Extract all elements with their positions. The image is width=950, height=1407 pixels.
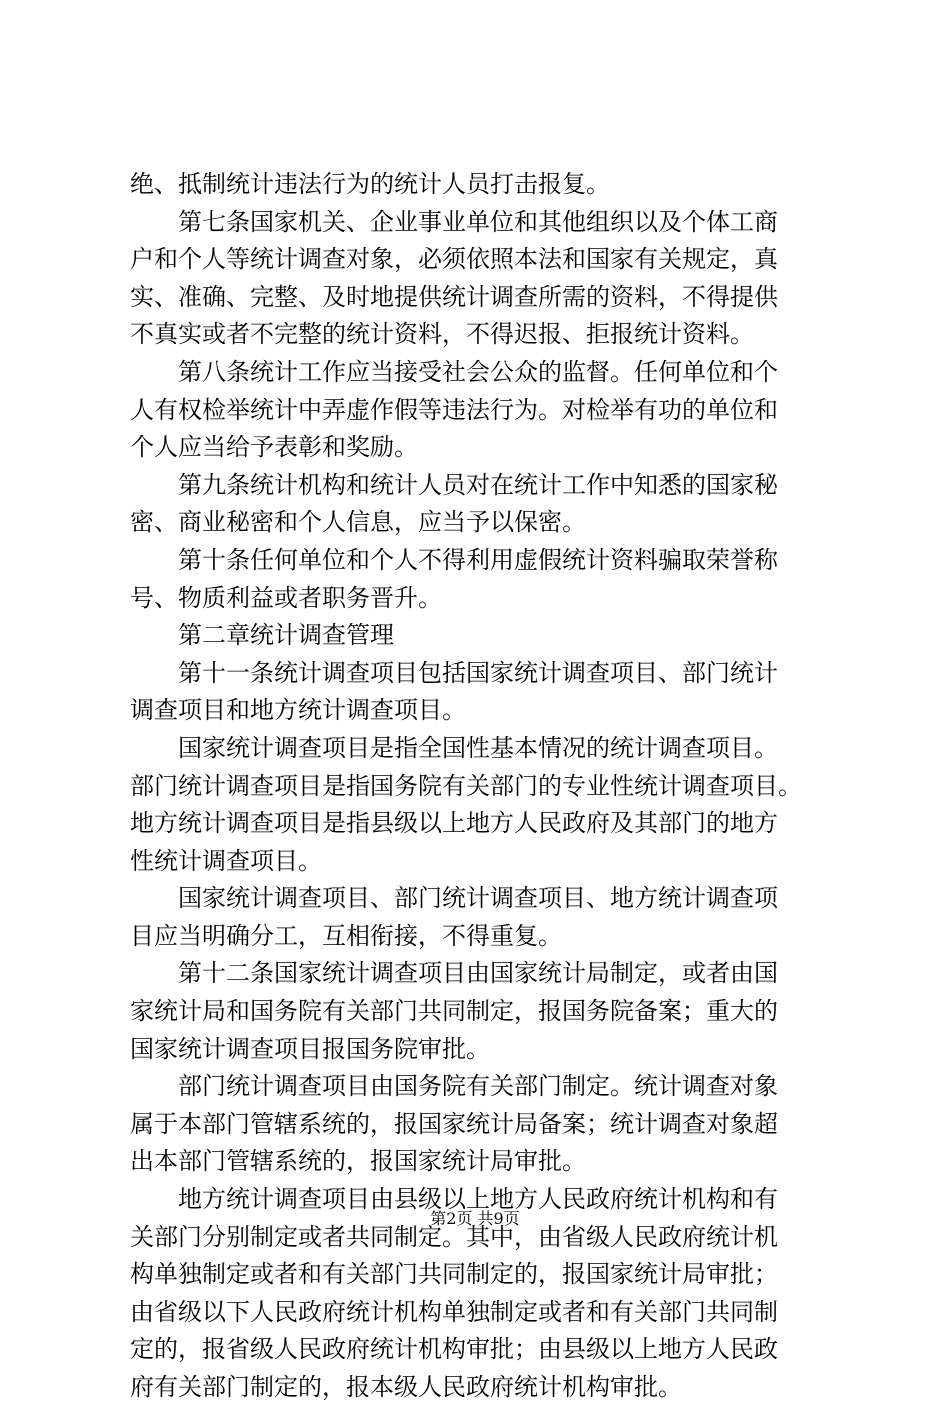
text-line: 第九条统计机构和统计人员对在统计工作中知悉的国家秘 xyxy=(178,470,778,499)
text-line: 第十二条国家统计调查项目由国家统计局制定，或者由国 xyxy=(178,959,778,988)
text-line: 地方统计调查项目是指县级以上地方人民政府及其部门的地方 xyxy=(130,809,778,838)
text-line: 部门统计调查项目是指国务院有关部门的专业性统计调查项目。 xyxy=(130,771,802,800)
text-line: 实、准确、完整、及时地提供统计调查所需的资料，不得提供 xyxy=(130,282,778,311)
page-footer: 第2页 共9页 xyxy=(430,1209,520,1228)
text-line: 个人应当给予表彰和奖励。 xyxy=(130,433,418,462)
text-line: 国家统计调查项目、部门统计调查项目、地方统计调查项 xyxy=(178,884,778,913)
text-line: 号、物质利益或者职务晋升。 xyxy=(130,583,442,612)
text-line: 第八条统计工作应当接受社会公众的监督。任何单位和个 xyxy=(178,357,778,386)
text-line: 第十一条统计调查项目包括国家统计调查项目、部门统计 xyxy=(178,658,778,687)
text-line: 国家统计调查项目报国务院审批。 xyxy=(130,1034,490,1063)
text-line: 密、商业秘密和个人信息，应当予以保密。 xyxy=(130,508,586,537)
text-line: 关部门分别制定或者共同制定。其中，由省级人民政府统计机 xyxy=(130,1222,778,1251)
text-line: 第七条国家机关、企业事业单位和其他组织以及个体工商 xyxy=(178,207,778,236)
text-line: 目应当明确分工，互相衔接，不得重复。 xyxy=(130,921,562,950)
text-line: 户和个人等统计调查对象，必须依照本法和国家有关规定，真 xyxy=(130,245,778,274)
text-line: 第十条任何单位和个人不得利用虚假统计资料骗取荣誉称 xyxy=(178,545,778,574)
text-line: 出本部门管辖系统的，报国家统计局审批。 xyxy=(130,1147,586,1176)
text-line: 国家统计调查项目是指全国性基本情况的统计调查项目。 xyxy=(178,733,778,762)
text-line: 构单独制定或者和有关部门共同制定的，报国家统计局审批； xyxy=(130,1260,778,1289)
text-line: 定的，报省级人民政府统计机构审批；由县级以上地方人民政 xyxy=(130,1335,778,1364)
text-line: 性统计调查项目。 xyxy=(130,846,322,875)
text-line: 人有权检举统计中弄虚作假等违法行为。对检举有功的单位和 xyxy=(130,395,778,424)
text-line: 绝、抵制统计违法行为的统计人员打击报复。 xyxy=(130,170,610,198)
text-line: 第二章统计调查管理 xyxy=(178,621,394,650)
text-line: 不真实或者不完整的统计资料，不得迟报、拒报统计资料。 xyxy=(130,320,754,349)
text-line: 家统计局和国务院有关部门共同制定，报国务院备案；重大的 xyxy=(130,997,778,1026)
text-line: 由省级以下人民政府统计机构单独制定或者和有关部门共同制 xyxy=(130,1297,778,1326)
text-line: 地方统计调查项目由县级以上地方人民政府统计机构和有 xyxy=(178,1185,778,1214)
text-line: 调查项目和地方统计调查项目。 xyxy=(130,696,466,725)
text-line: 属于本部门管辖系统的，报国家统计局备案；统计调查对象超 xyxy=(130,1109,778,1138)
text-line: 部门统计调查项目由国务院有关部门制定。统计调查对象 xyxy=(178,1072,778,1101)
text-line: 府有关部门制定的，报本级人民政府统计机构审批。 xyxy=(130,1373,682,1401)
